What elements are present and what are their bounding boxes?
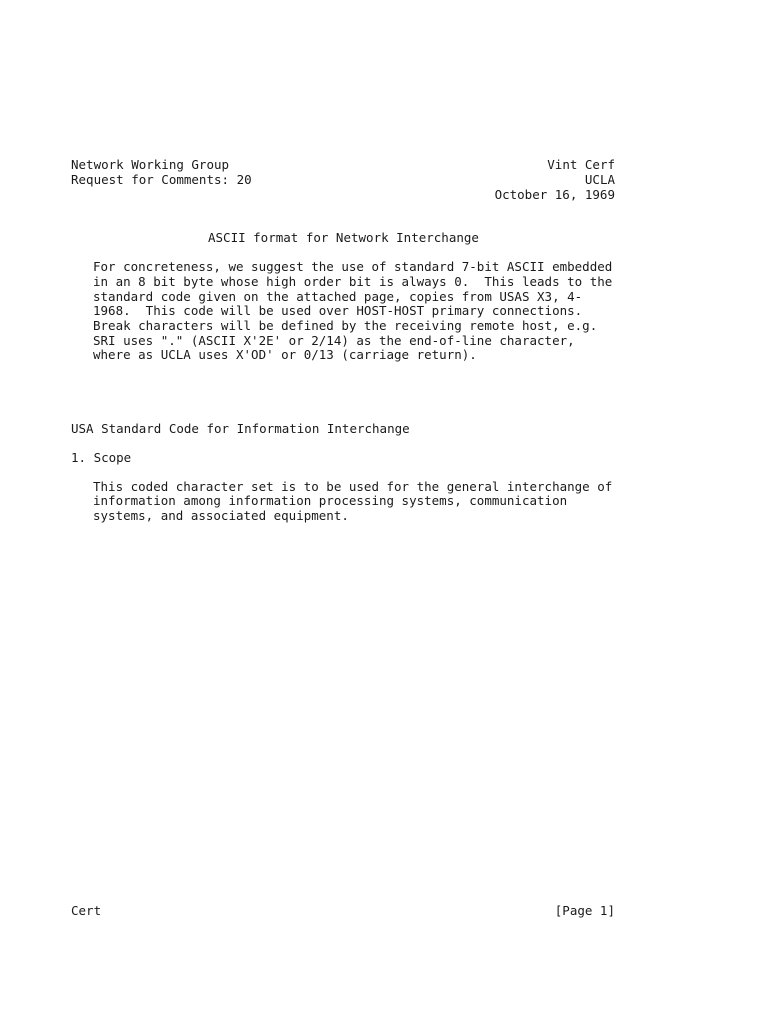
header-affiliation: UCLA xyxy=(584,172,615,187)
scope-line: information among information processing systems, communication xyxy=(93,493,568,508)
scope-line: This coded character set is to be used for the general interchange of xyxy=(93,479,613,494)
intro-line: where as UCLA uses X'OD' or 0/13 (carriage return). xyxy=(93,347,477,362)
footer-page-number: [Page 1] xyxy=(554,903,615,918)
document-title: ASCII format for Network Interchange xyxy=(208,230,479,245)
intro-line: For concreteness, we suggest the use of standard 7-bit ASCII embedded xyxy=(93,259,613,274)
scope-line: systems, and associated equipment. xyxy=(93,508,349,523)
header-date: October 16, 1969 xyxy=(494,187,615,202)
intro-line: in an 8 bit byte whose high order bit is always 0. This leads to the xyxy=(93,274,613,289)
section-heading-scope: 1. Scope xyxy=(71,450,132,465)
standard-heading: USA Standard Code for Information Interchange xyxy=(71,421,410,436)
intro-line: 1968. This code will be used over HOST-HOST primary connections. xyxy=(93,303,583,318)
footer-author: Cert xyxy=(71,903,102,918)
header-rfc-number: Request for Comments: 20 xyxy=(71,172,252,187)
intro-line: Break characters will be defined by the receiving remote host, e.g. xyxy=(93,318,598,333)
header-author: Vint Cerf xyxy=(547,157,615,172)
header-organization: Network Working Group xyxy=(71,157,230,172)
intro-line: SRI uses "." (ASCII X'2E' or 2/14) as the end-of-line character, xyxy=(93,333,575,348)
intro-line: standard code given on the attached page, copies from USAS X3, 4- xyxy=(93,289,583,304)
